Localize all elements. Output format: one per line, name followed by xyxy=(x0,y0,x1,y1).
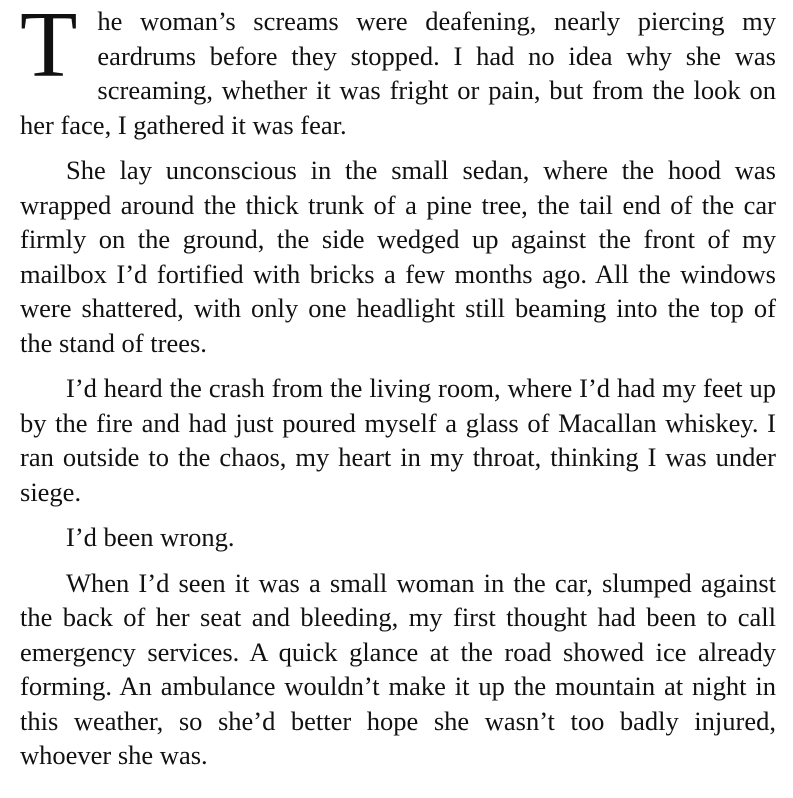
paragraph-4: I’d been wrong. xyxy=(66,522,235,552)
paragraph-1-text: he woman’s screams were deafening, nearly piercing my eardrums before they stopped. I had no idea why she was screaming, whether it was fright or pain, but from the look on her face, I gathered it was fear. xyxy=(20,6,776,140)
paragraph-1 xyxy=(20,0,776,142)
paragraph-2: She lay unconscious in the small sedan, where the hood was wrapped around the thick trunk of a pine tree, the tail end of the car firmly on the ground, the side wedged up against the front of my mailbox I’d fortified with bricks a few months ago. All the windows were shattered, with only one headlight still beaming into the top of the stand of trees. xyxy=(20,155,776,358)
paragraph-5: When I’d seen it was a small woman in the car, slumped against the back of her seat and bleeding, my first thought had been to call emergency services. A quick glance at the road showed ice already forming. An ambulance wouldn’t make it up the mountain at night in this weather, so she’d better hope she wasn’t too badly injured, whoever she was. xyxy=(20,567,776,770)
drop-cap: T xyxy=(20,0,78,97)
paragraph-3: I’d heard the crash from the living room, where I’d had my feet up by the fire and had just poured myself a glass of Macallan whiskey. I ran outside to the chaos, my heart in my throat, thinking I was under siege. xyxy=(20,373,776,507)
